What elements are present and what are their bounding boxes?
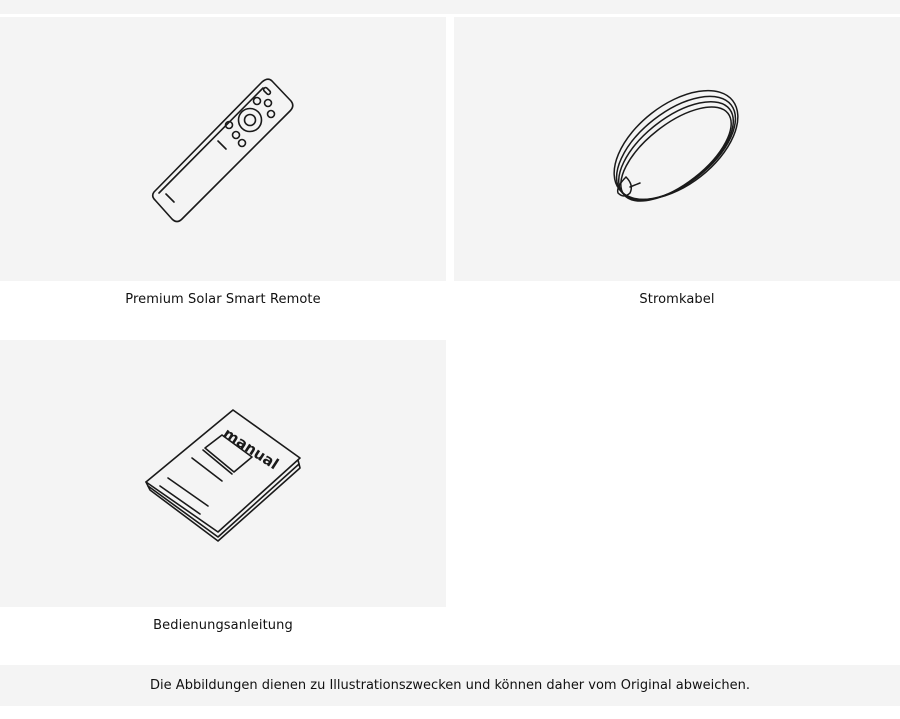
disclaimer-text: Die Abbildungen dienen zu Illustrationszwecken und können daher vom Original abweichen. bbox=[150, 678, 750, 693]
top-strip bbox=[0, 0, 900, 14]
remote-control-icon bbox=[0, 17, 446, 281]
power-cable-icon bbox=[454, 17, 900, 281]
item-card-manual bbox=[0, 340, 446, 607]
item-label-manual: Bedienungsanleitung bbox=[153, 618, 293, 633]
item-label-remote: Premium Solar Smart Remote bbox=[125, 292, 321, 307]
manual-book-icon bbox=[0, 340, 446, 607]
disclaimer-bar bbox=[0, 665, 900, 706]
item-label-cable: Stromkabel bbox=[639, 292, 715, 307]
item-card-cable bbox=[454, 17, 900, 281]
item-card-remote bbox=[0, 17, 446, 281]
manual-cover-text: manual bbox=[219, 424, 282, 474]
